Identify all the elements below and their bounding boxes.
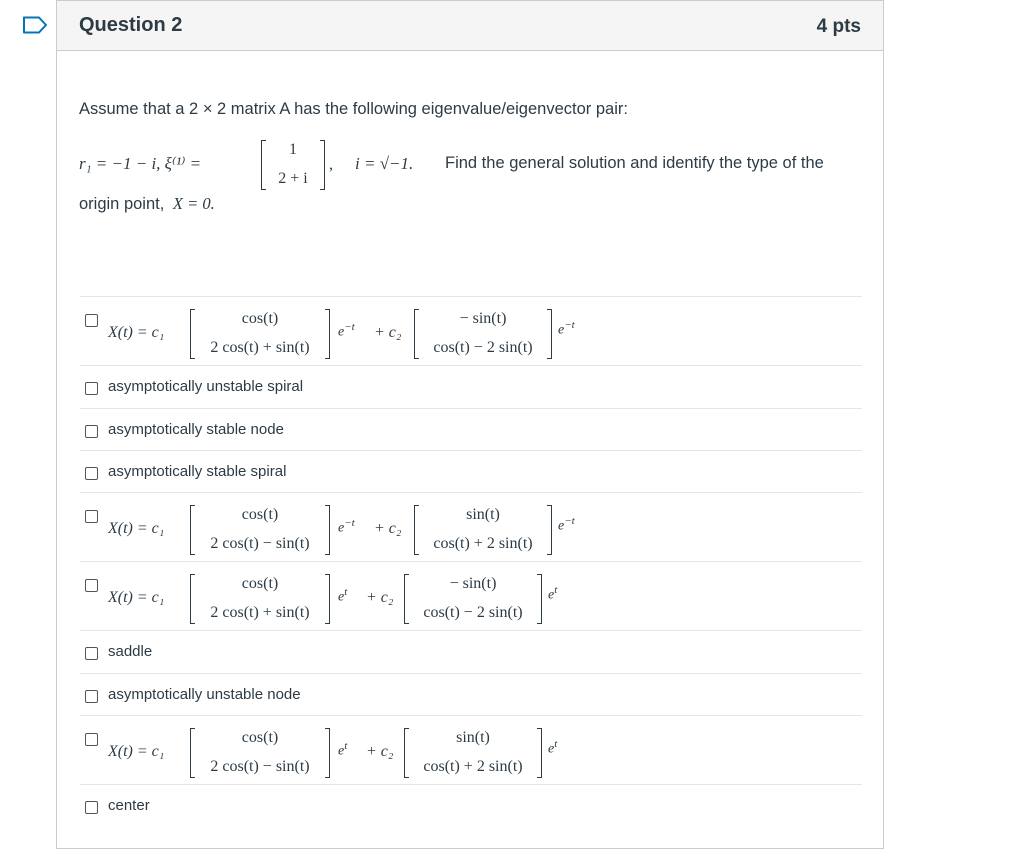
answer-option[interactable] — [80, 365, 862, 408]
answer-expression: X(t) = c₁ cos(t) 2 cos(t) + sin(t) $e^{-t}$ + c₂ − sin(t) cos(t) − 2 sin(t) $e^{-t}$ — [108, 303, 848, 363]
checkbox-icon[interactable] — [85, 801, 98, 814]
checkbox-icon[interactable] — [85, 579, 98, 592]
answer-option[interactable] — [80, 450, 862, 492]
question-stem-line-3: origin point, X = 0. — [79, 194, 215, 213]
answer-label: asymptotically stable node — [108, 421, 284, 438]
checkbox-icon[interactable] — [85, 733, 98, 746]
question-title: Question 2 — [79, 14, 183, 36]
origin-point-math: X = 0. — [172, 194, 215, 213]
question-stem-line-1: Assume that a 2 × 2 matrix A has the following eigenvalue/eigenvector pair: — [79, 100, 628, 118]
checkbox-icon[interactable] — [85, 382, 98, 395]
imaginary-unit-def: i = √−1. — [355, 154, 414, 173]
answer-label: center — [108, 797, 150, 814]
question-stem-line-2: r₁ = −1 − i, ξ⁽¹⁾ = 1 2 + i , i = √−1. Find the general solution and identify the type of the — [79, 140, 869, 192]
answer-label: asymptotically unstable spiral — [108, 378, 304, 395]
answer-option[interactable] — [80, 715, 862, 784]
answer-expression: X(t) = c₁ cos(t) 2 cos(t) + sin(t) $e^t$ + c₂ − sin(t) cos(t) − 2 sin(t) $e^t$ — [108, 568, 848, 628]
checkbox-icon[interactable] — [85, 467, 98, 480]
answer-option[interactable] — [80, 561, 862, 630]
flag-question-icon[interactable] — [22, 16, 48, 34]
checkbox-icon[interactable] — [85, 510, 98, 523]
checkbox-icon[interactable] — [85, 314, 98, 327]
answer-option[interactable] — [80, 408, 862, 450]
question-stem-instruction: Find the general solution and identify the type of the — [445, 154, 824, 172]
question-points: 4 pts — [816, 16, 861, 37]
checkbox-icon[interactable] — [85, 690, 98, 703]
answer-label: saddle — [108, 643, 153, 660]
question-header — [57, 0, 883, 51]
answer-label: asymptotically stable spiral — [108, 463, 287, 480]
checkbox-icon[interactable] — [85, 425, 98, 438]
eigenvector-matrix: 1 2 + i — [261, 140, 325, 190]
checkbox-icon[interactable] — [85, 647, 98, 660]
answer-option[interactable] — [80, 630, 862, 673]
answer-option[interactable] — [80, 296, 862, 365]
answer-label: asymptotically unstable node — [108, 686, 301, 703]
answer-option[interactable] — [80, 492, 862, 561]
answer-expression: X(t) = c₁ cos(t) 2 cos(t) − sin(t) $e^{-t}$ + c₂ sin(t) cos(t) + 2 sin(t) $e^{-t}$ — [108, 499, 848, 559]
question-card — [56, 0, 884, 849]
answer-expression: X(t) = c₁ cos(t) 2 cos(t) − sin(t) $e^t$ + c₂ sin(t) cos(t) + 2 sin(t) $e^t$ — [108, 722, 848, 782]
answer-option[interactable] — [80, 784, 862, 826]
eigen-pair-math: r₁ = −1 − i, ξ⁽¹⁾ = — [79, 154, 202, 173]
answer-option[interactable] — [80, 673, 862, 715]
